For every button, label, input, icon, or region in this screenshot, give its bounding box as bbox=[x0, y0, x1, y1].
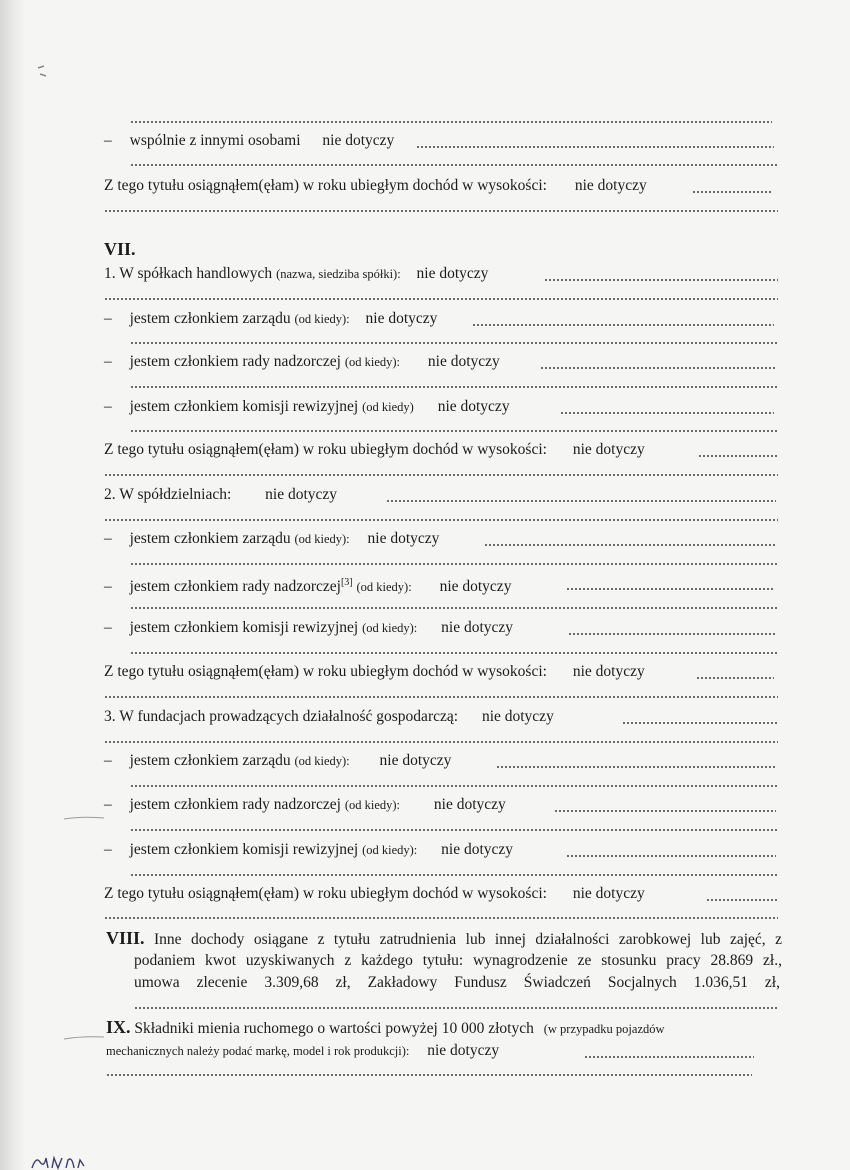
row-label: jestem członkiem komisji rewizyjnej bbox=[129, 841, 359, 858]
row-hint: (od kiedy): bbox=[362, 621, 418, 635]
row-value: nie dotyczy bbox=[572, 663, 645, 680]
dotted-line bbox=[554, 810, 776, 812]
row-income bbox=[104, 441, 645, 459]
dotted-line bbox=[496, 766, 776, 768]
dotted-line bbox=[104, 696, 778, 698]
row-member-board bbox=[104, 530, 439, 548]
row-hint: (od kiedy): bbox=[294, 312, 350, 326]
row-value: nie dotyczy bbox=[367, 530, 440, 547]
row-value: nie dotyczy bbox=[379, 752, 452, 769]
dotted-line bbox=[130, 563, 778, 565]
row-commercial-companies bbox=[104, 265, 488, 283]
scan-speck-mark bbox=[34, 62, 54, 82]
dotted-line bbox=[568, 633, 776, 635]
dash: – bbox=[104, 132, 112, 149]
section-8-line-3: umowa zlecenie 3.309,68 zł, Zakładowy Fundusz Świadczeń Socjalnych 1.036,51 zł, bbox=[134, 974, 780, 991]
dash: – bbox=[104, 310, 112, 327]
row-value: nie dotyczy bbox=[322, 132, 395, 149]
row-member-supervisory bbox=[104, 574, 511, 596]
row-label: 1. W spółkach handlowych bbox=[104, 265, 273, 282]
scan-edge-shadow bbox=[0, 0, 26, 1170]
row-hint: (od kiedy): bbox=[294, 532, 350, 546]
row-member-board bbox=[104, 752, 451, 770]
section-9-line-1 bbox=[106, 1018, 665, 1038]
row-label: jestem członkiem rady nadzorczej bbox=[129, 796, 341, 813]
dash: – bbox=[104, 578, 112, 596]
row-value: nie dotyczy bbox=[481, 708, 554, 725]
dotted-line bbox=[560, 412, 774, 414]
row-label: jestem członkiem rady nadzorczej bbox=[129, 353, 341, 370]
row-value: nie dotyczy bbox=[441, 619, 514, 636]
dotted-line bbox=[104, 741, 778, 743]
dotted-line bbox=[130, 607, 778, 609]
dash: – bbox=[104, 619, 112, 636]
section-title: VII. bbox=[104, 239, 136, 259]
section-title: IX. bbox=[106, 1017, 131, 1037]
row-value: nie dotyczy bbox=[439, 578, 512, 596]
dotted-line bbox=[130, 829, 778, 831]
dotted-line bbox=[472, 324, 774, 326]
section-title: VIII. bbox=[106, 928, 145, 948]
row-hint: (od kiedy): bbox=[356, 580, 412, 595]
row-hint: (od kiedy): bbox=[344, 798, 401, 812]
row-hint: (od kiedy) bbox=[362, 400, 414, 414]
row-hint: (od kiedy): bbox=[362, 843, 418, 857]
dotted-line bbox=[130, 121, 772, 123]
section-8-line-2: podaniem kwot uzyskiwanych z każdego tytułu: wynagrodzenie ze stosunku pracy 28.869 zł., bbox=[134, 952, 782, 969]
dotted-line bbox=[706, 899, 778, 901]
row-income bbox=[104, 885, 645, 903]
dotted-line bbox=[106, 1074, 752, 1076]
section-8-line-1 bbox=[106, 928, 782, 951]
dotted-line bbox=[104, 519, 778, 521]
dotted-line bbox=[540, 367, 776, 369]
handwritten-initials-mark bbox=[30, 1148, 88, 1170]
row-value: nie dotyczy bbox=[574, 177, 647, 194]
dotted-line bbox=[566, 855, 776, 857]
row-value: nie dotyczy bbox=[427, 353, 500, 370]
dotted-line bbox=[484, 544, 776, 546]
row-jointly bbox=[104, 132, 394, 150]
row-hint: (od kiedy): bbox=[294, 754, 350, 768]
dotted-line bbox=[130, 874, 778, 876]
row-income bbox=[104, 663, 645, 681]
row-member-board bbox=[104, 310, 437, 328]
section-9-line-2 bbox=[106, 1042, 499, 1060]
row-label: jestem członkiem zarządu bbox=[129, 310, 291, 327]
section-text: Składniki mienia ruchomego o wartości powyżej 10 000 złotych bbox=[134, 1020, 534, 1037]
dash: – bbox=[104, 841, 112, 858]
dash: – bbox=[104, 398, 112, 415]
dotted-line bbox=[566, 588, 774, 590]
footnote-ref: [3] bbox=[340, 577, 353, 588]
dash: – bbox=[104, 752, 112, 769]
dotted-line bbox=[696, 677, 774, 679]
row-value: nie dotyczy bbox=[572, 885, 645, 902]
row-member-supervisory bbox=[104, 796, 506, 814]
section-text: Inne dochody osiągane z tytułu zatrudnienia lub innej działalności zarobkowej lub zajęć, z bbox=[154, 931, 783, 948]
dotted-line bbox=[416, 146, 774, 148]
dotted-line bbox=[134, 1007, 778, 1009]
row-label: jestem członkiem rady nadzorczej bbox=[129, 578, 341, 596]
row-label: 2. W spółdzielniach: bbox=[104, 486, 232, 503]
row-label: 3. W fundacjach prowadzących działalność gospodarczą: bbox=[104, 708, 459, 725]
dotted-line bbox=[692, 191, 772, 193]
row-member-audit bbox=[104, 841, 513, 859]
row-value: nie dotyczy bbox=[265, 486, 338, 503]
row-label: Z tego tytułu osiągnąłem(ęłam) w roku ubiegłym dochód w wysokości: bbox=[104, 441, 547, 458]
row-label: Z tego tytułu osiągnąłem(ęłam) w roku ubiegłym dochód w wysokości: bbox=[104, 663, 547, 680]
row-member-audit bbox=[104, 619, 513, 637]
row-value: nie dotyczy bbox=[365, 310, 438, 327]
row-income bbox=[104, 177, 647, 195]
dash: – bbox=[104, 353, 112, 370]
row-value: nie dotyczy bbox=[433, 796, 506, 813]
row-hint: (nazwa, siedziba spółki): bbox=[276, 267, 401, 281]
dotted-line bbox=[386, 500, 776, 502]
dotted-line bbox=[104, 210, 778, 212]
pen-stroke-mark bbox=[62, 1034, 106, 1042]
row-label: jestem członkiem komisji rewizyjnej bbox=[129, 398, 359, 415]
dotted-line bbox=[130, 430, 778, 432]
dotted-line bbox=[130, 164, 778, 166]
row-label: Z tego tytułu osiągnąłem(ęłam) w roku ubiegłym dochód w wysokości: bbox=[104, 177, 547, 194]
dotted-line bbox=[104, 917, 778, 919]
dotted-line bbox=[130, 785, 778, 787]
pen-stroke-mark bbox=[62, 814, 106, 822]
row-hint: (w przypadku pojazdów bbox=[543, 1022, 665, 1036]
row-label: wspólnie z innymi osobami bbox=[129, 132, 301, 149]
row-member-supervisory bbox=[104, 353, 500, 371]
row-value: nie dotyczy bbox=[437, 398, 510, 415]
dash: – bbox=[104, 796, 112, 813]
dotted-line bbox=[544, 279, 778, 281]
row-foundations bbox=[104, 708, 554, 726]
dash: – bbox=[104, 530, 112, 547]
row-label: jestem członkiem zarządu bbox=[129, 530, 291, 547]
row-value: nie dotyczy bbox=[416, 265, 489, 282]
row-hint: (od kiedy): bbox=[344, 355, 401, 369]
row-label: jestem członkiem komisji rewizyjnej bbox=[129, 619, 359, 636]
dotted-line bbox=[584, 1056, 754, 1058]
dotted-line bbox=[130, 342, 778, 344]
dotted-line bbox=[130, 652, 778, 654]
dotted-line bbox=[698, 455, 778, 457]
row-value: nie dotyczy bbox=[441, 841, 514, 858]
dotted-line bbox=[104, 298, 778, 300]
row-value: nie dotyczy bbox=[427, 1042, 500, 1059]
dotted-line bbox=[130, 386, 778, 388]
row-label: jestem członkiem zarządu bbox=[129, 752, 291, 769]
row-label: Z tego tytułu osiągnąłem(ęłam) w roku ubiegłym dochód w wysokości: bbox=[104, 885, 547, 902]
row-member-audit bbox=[104, 398, 510, 416]
row-hint: mechanicznych należy podać markę, model i rok produkcji): bbox=[106, 1044, 410, 1058]
dotted-line bbox=[104, 474, 778, 476]
dotted-line bbox=[622, 722, 778, 724]
row-value: nie dotyczy bbox=[572, 441, 645, 458]
row-cooperatives bbox=[104, 486, 337, 504]
